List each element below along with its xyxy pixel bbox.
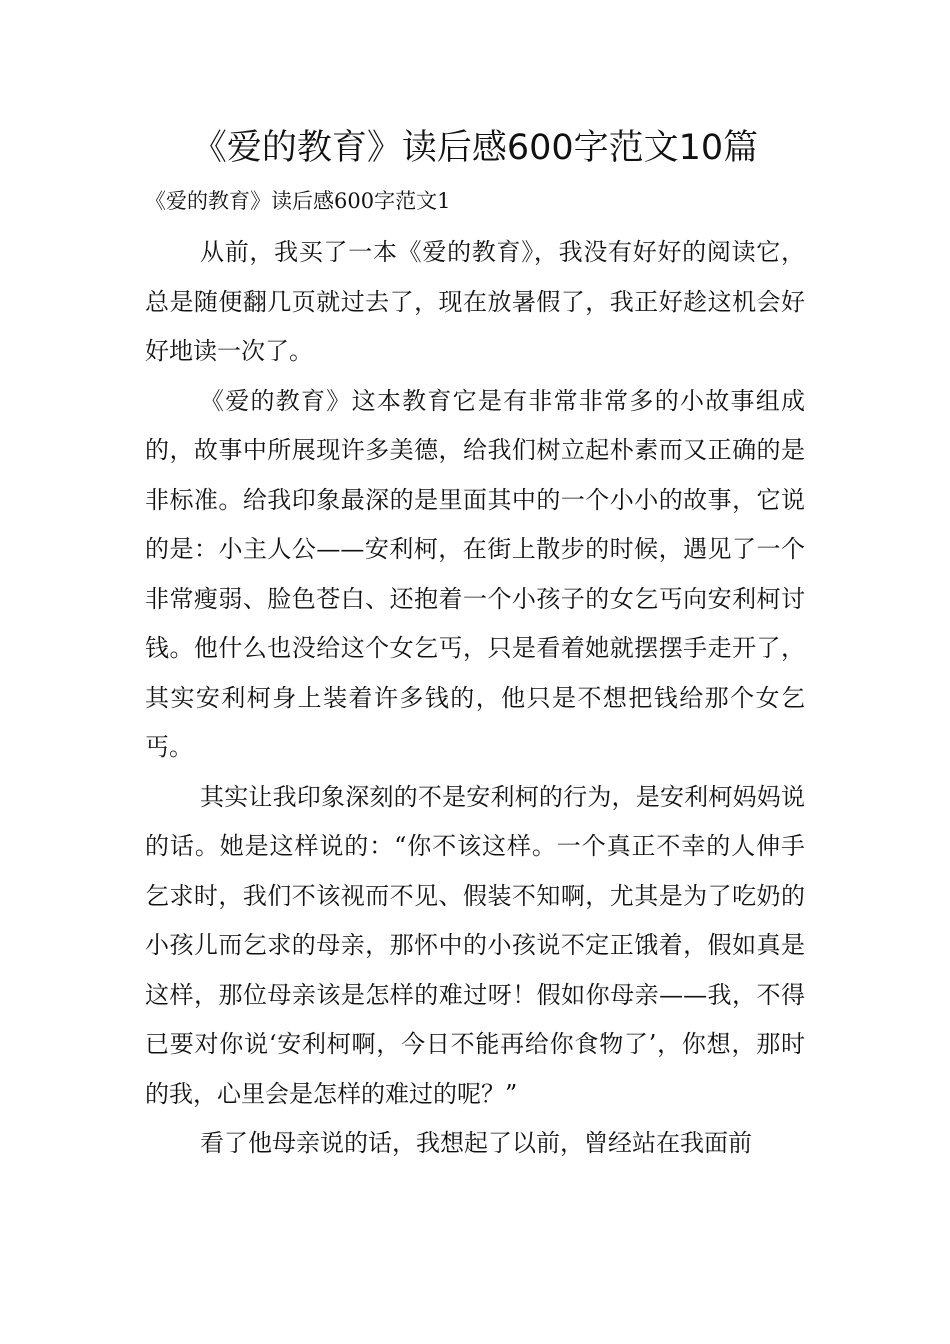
section-heading: 《爱的教育》读后感600字范文1: [145, 189, 451, 213]
paragraph-1: 从前，我买了一本《爱的教育》，我没有好好的阅读它，总是随便翻几页就过去了，现在放暑假了，我正好趁这机会好好地读一次了。: [145, 238, 805, 365]
paragraph-4: 看了他母亲说的话，我想起了以前，曾经站在我面前: [200, 1129, 752, 1157]
paragraph-2: 《爱的教育》这本教育它是有非常非常多的小故事组成的，故事中所展现许多美德，给我们树立起朴素而又正确的是非标准。给我印象最深的是里面其中的一个小小的故事，它说的是：小主人公——安利柯，在街上散步的时候，遇见了一个非常瘦弱、脸色苍白、还抱着一个小孩子的女乞丐向安利柯讨钱。他什么也没给这个女乞丐，只是看着她就摆摆手走开了，其实安利柯身上装着许多钱的，他只是不想把钱给那个女乞丐。: [145, 386, 805, 761]
document-body: [145, 228, 805, 1169]
paragraph-3: 其实让我印象深刻的不是安利柯的行为，是安利柯妈妈说的话。她是这样说的：“你不该这样。一个真正不幸的人伸手乞求时，我们不该视而不见、假装不知啊，尤其是为了吃奶的小孩儿而乞求的母亲，那怀中的小孩说不定正饿着，假如真是这样，那位母亲该是怎样的难过呀！假如你母亲——我，不得已要对你说‘安利柯啊，今日不能再给你食物了’，你想，那时的我，心里会是怎样的难过的呢？”: [145, 782, 805, 1108]
document-title: 《爱的教育》读后感600字范文10篇: [191, 128, 759, 168]
